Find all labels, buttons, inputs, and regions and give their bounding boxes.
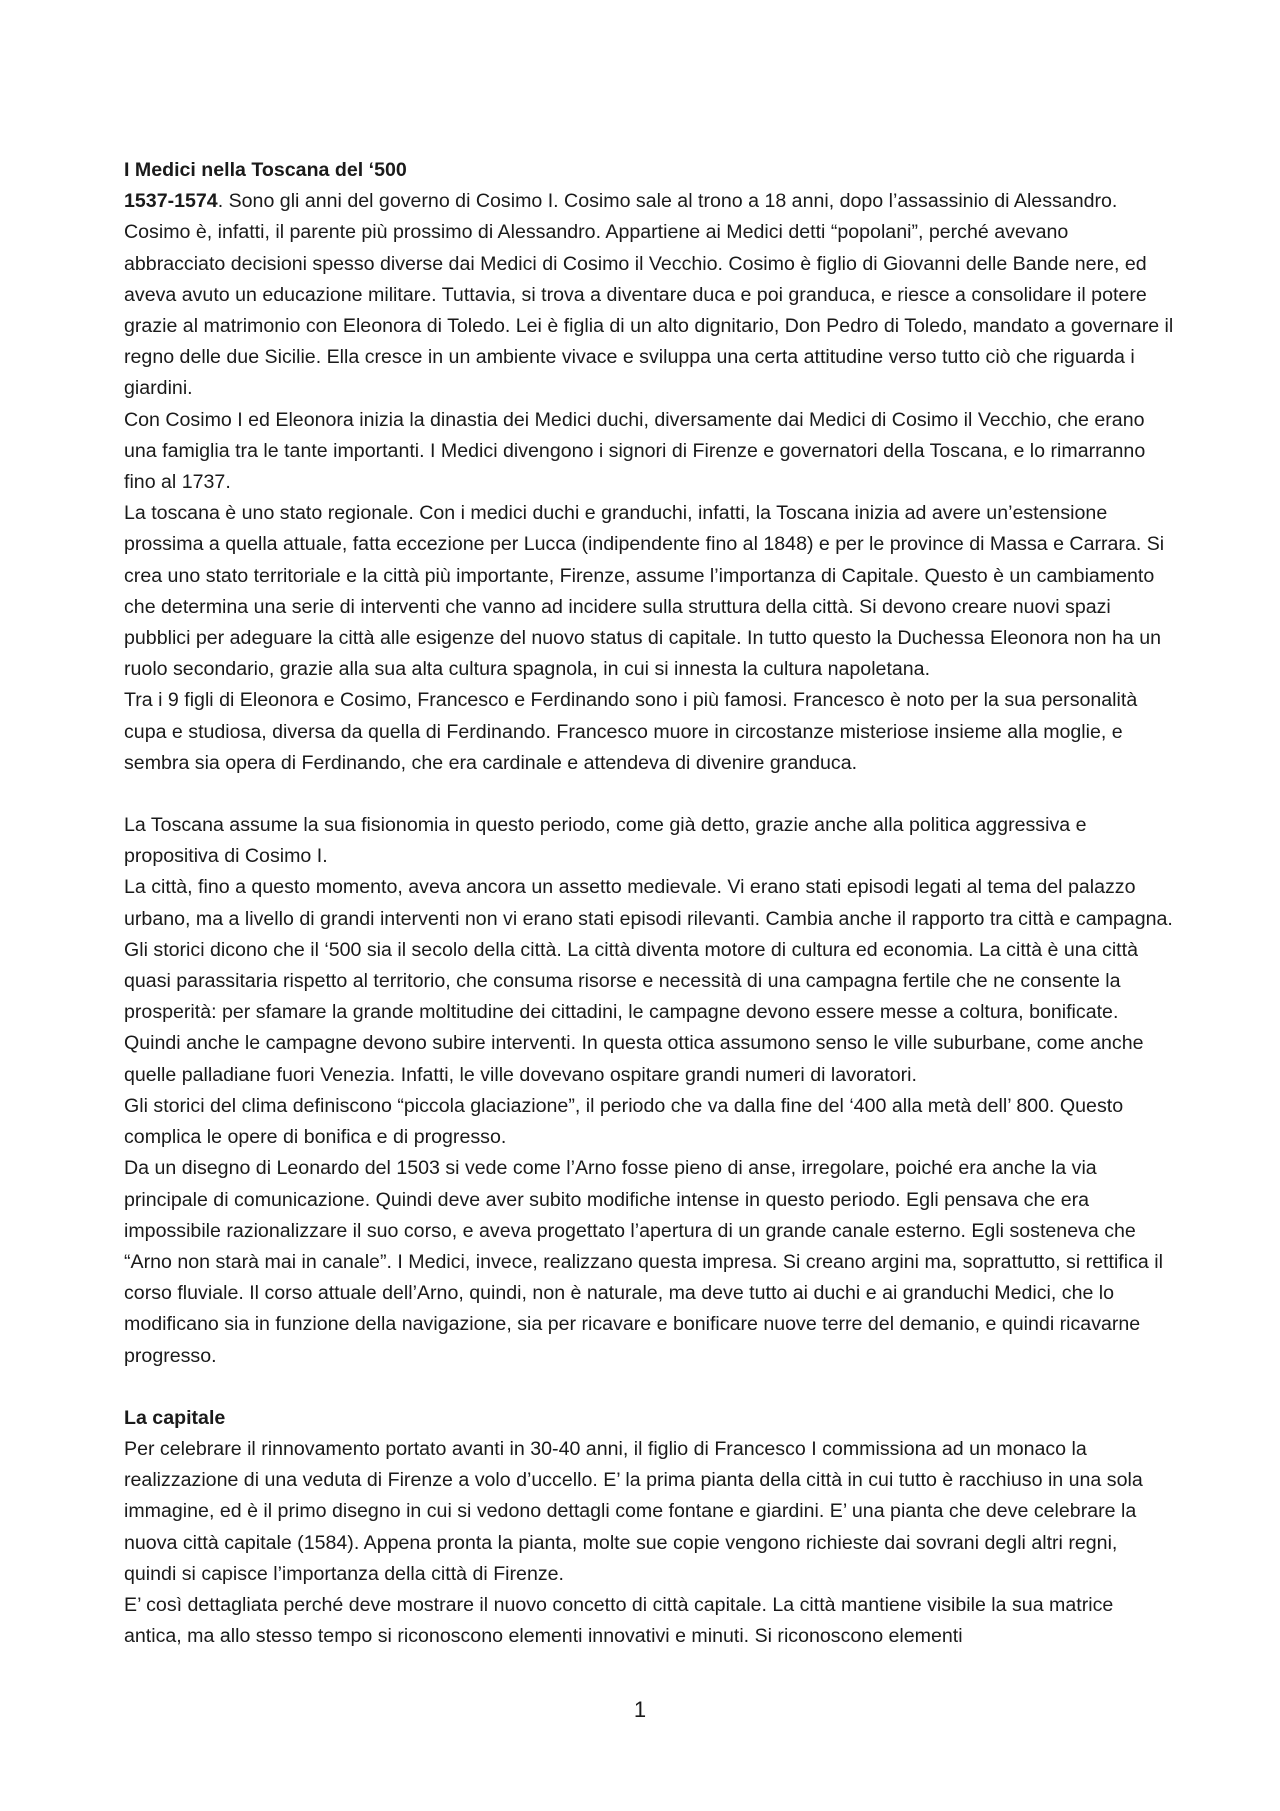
- paragraph-city-countryside: La città, fino a questo momento, aveva ancora un assetto medievale. Vi erano stati episodi legati al tema del palazzo urbano, ma a livello di grandi interventi non vi erano stati episodi rilevanti. Cambia anche il rapporto tra città e campagna. Gli storici dicono che il ‘500 sia il secolo della città. La città diventa motore di cultura ed economia. La città è una città quasi parassitaria rispetto al territorio, che consuma risorse e necessità di una campagna fertile che ne consente la prosperità: per sfamare la grande moltitudine dei cittadini, le campagne devono essere messe a coltura, bonificate. Quindi anche le campagne devono subire interventi. In questa ottica assumono senso le ville suburbane, come anche quelle palladiane fuori Venezia. Infatti, le ville dovevano ospitare grandi numeri di lavoratori.: [124, 876, 1173, 1086]
- children-text: Tra i 9 figli di Eleonora e Cosimo, Francesco e Ferdinando sono i più famosi. Francesco è noto per la sua personalità cupa e studiosa, diversa da quella di Ferdinando. Francesco muore in circostanze misteriose insieme alla moglie, e sembra sia opera di Ferdinando, che era cardinale e attendeva di divenire granduca.: [124, 689, 1138, 774]
- paragraph-capital-map: Per celebrare il rinnovamento portato avanti in 30-40 anni, il figlio di Francesco I commissiona ad un monaco la realizzazione di una veduta di Firenze a volo d’uccello. E’ la prima pianta della città in cui tutto è racchiuso in una sola immagine, ed è il primo disegno in cui si vedono dettagli come fontane e giardini. E’ una pianta che deve celebrare la nuova città capitale (1584). Appena pronta la pianta, molte sue copie vengono richieste dai sovrani degli altri regni, quindi si capisce l’importanza della città di Firenze.: [124, 1437, 1143, 1585]
- paragraph-climate: Gli storici del clima definiscono “piccola glaciazione”, il periodo che va dalla fine del ‘400 alla metà dell’ 800. Questo complica le opere di bonifica e di progresso.: [124, 1094, 1124, 1149]
- paragraph-gap: [124, 1372, 1174, 1403]
- paragraph-intro: [124, 186, 1174, 404]
- intro-text: . Sono gli anni del governo di Cosimo I. Cosimo sale al trono a 18 anni, dopo l’assassinio di Alessandro. Cosimo è, infatti, il parente più prossimo di Alessandro. Appartiene ai Medici detti “popolani”, perché avevano abbracciato decisioni spesso diverse dai Medici di Cosimo il Vecchio. Cosimo è figlio di Giovanni delle Bande nere, ed aveva avuto un educazione militare. Tuttavia, si trova a diventare duca e poi granduca, e riesce a consolidare il potere grazie al matrimonio con Eleonora di Toledo. Lei è figlia di un alto dignitario, Don Pedro di Toledo, mandato a governare il regno delle due Sicilie. Ella cresce in un ambiente vivace e sviluppa una certa attitudine verso tutto ciò che riguarda i giardini.: [124, 190, 1174, 400]
- paragraph-regional-state: La toscana è uno stato regionale. Con i medici duchi e granduchi, infatti, la Toscana inizia ad avere un’estensione prossima a quella attuale, fatta eccezione per Lucca (indipendente fino al 1848) e per le province di Massa e Carrara. Si crea uno stato territoriale e la città più importante, Firenze, assume l’importanza di Capitale. Questo è un cambiamento che determina una serie di interventi che vanno ad incidere sulla struttura della città. Si devono creare nuovi spazi pubblici per adeguare la città alle esigenze del nuovo status di capitale. In tutto questo la Duchessa Eleonora non ha un ruolo secondario, grazie alla sua alta cultura spagnola, in cui si innesta la cultura napoletana.: [124, 502, 1165, 681]
- paragraph-children: [124, 685, 1174, 779]
- paragraph-dynasty: Con Cosimo I ed Eleonora inizia la dinastia dei Medici duchi, diversamente dai Medici di Cosimo il Vecchio, che erano una famiglia tra le tante importanti. I Medici divengono i signori di Firenze e governatori della Toscana, e lo rimarranno fino al 1737.: [124, 408, 1146, 494]
- document-title: I Medici nella Toscana del ‘500: [124, 159, 407, 181]
- paragraph-gap: [124, 779, 1174, 810]
- section-heading: La capitale: [124, 1406, 226, 1429]
- intro-years: 1537-1574: [124, 190, 218, 213]
- paragraph-capital-detail: E’ così dettagliata perché deve mostrare il nuovo concetto di città capitale. La città mantiene visibile la sua matrice antica, ma allo stesso tempo si riconoscono elementi innovativi e minuti. Si riconoscono elementi: [124, 1593, 1114, 1648]
- document-body: [124, 155, 1174, 1652]
- paragraph-fisionomia: La Toscana assume la sua fisionomia in questo periodo, come già detto, grazie anche alla politica aggressiva e propositiva di Cosimo I.: [124, 814, 1087, 868]
- paragraph-arno: Da un disegno di Leonardo del 1503 si vede come l’Arno fosse pieno di anse, irregolare, poiché era anche la via principale di comunicazione. Quindi deve aver subito modifiche intense in questo periodo. Egli pensava che era impossibile razionalizzare il suo corso, e aveva progettato l’apertura di un grande canale esterno. Egli sosteneva che “Arno non starà mai in canale”. I Medici, invece, realizzano questa impresa. Si creano argini ma, soprattutto, si rettifica il corso fluviale. Il corso attuale dell’Arno, quindi, non è naturale, ma deve tutto ai duchi e ai granduchi Medici, che lo modificano sia in funzione della navigazione, sia per ricavare e bonificare nuove terre del demanio, e quindi ricavarne progresso.: [124, 1157, 1163, 1367]
- page-number: 1: [633, 1697, 647, 1722]
